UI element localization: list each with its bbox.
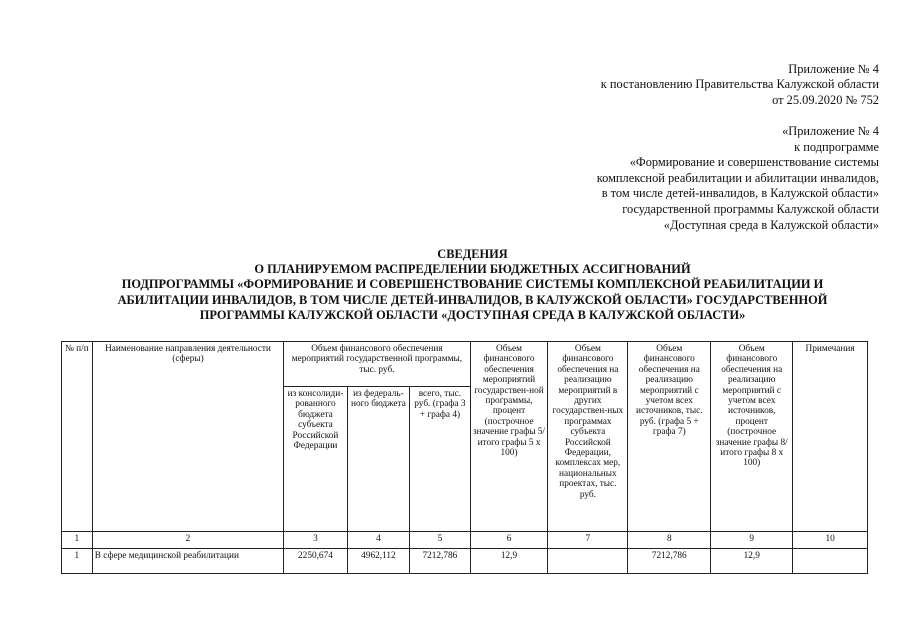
header-percent: Объем финансового обеспечения мероприятий государствен-ной программы, процент (построчное значение графы 5/итого графы 5 x 100) (470, 342, 548, 532)
appendix-line: в том числе детей-инвалидов, в Калужской области» (601, 186, 879, 201)
title-line: АБИЛИТАЦИИ ИНВАЛИДОВ, В ТОМ ЧИСЛЕ ДЕТЕЙ-ИНВАЛИДОВ, В КАЛУЖСКОЙ ОБЛАСТИ» ГОСУДАРСТВЕННОЙ (117, 292, 828, 307)
table-cell: 1 (62, 549, 93, 574)
appendix-line: «Приложение № 4 (782, 124, 879, 138)
column-number: 3 (284, 532, 347, 549)
column-number: 2 (92, 532, 284, 549)
title-line: СВЕДЕНИЯ (437, 247, 508, 261)
table-cell: 12,9 (470, 549, 548, 574)
appendix-line: государственной программы Калужской области (622, 201, 879, 216)
appendix-line: комплексной реабилитации и абилитации инвалидов, (596, 170, 879, 185)
subprogram-appendix-block (459, 124, 879, 233)
column-number-row (62, 532, 868, 549)
header-notes: Примечания (793, 342, 868, 532)
appendix-line: от 25.09.2020 № 752 (772, 92, 879, 107)
column-number: 1 (62, 532, 93, 549)
column-number: 8 (628, 532, 711, 549)
title-line: О ПЛАНИРУЕМОМ РАСПРЕДЕЛЕНИИ БЮДЖЕТНЫХ АССИГНОВАНИЙ (254, 262, 691, 277)
header-name: Наименование направления деятельности (сферы) (92, 342, 284, 532)
table-cell: 7212,786 (410, 549, 470, 574)
header-financing: Объем финансового обеспечения мероприятий государственной программы, тыс. руб. (284, 342, 470, 387)
header-other-programs: Объем финансового обеспечения на реализацию мероприятий в других государствен-ных программах субъекта Российской Федерации, комплексах мер, национальных проектах, тыс. руб. (548, 342, 628, 532)
header-total: всего, тыс. руб. (графа 3 + графа 4) (410, 387, 470, 532)
column-number: 6 (470, 532, 548, 549)
title-line: ПРОГРАММЫ КАЛУЖСКОЙ ОБЛАСТИ «ДОСТУПНАЯ СРЕДА В КАЛУЖСКОЙ ОБЛАСТИ» (199, 307, 746, 322)
header-all-sources-percent: Объем финансового обеспечения на реализацию мероприятий с учетом всех источников, процент (построчное значение графы 8/итого графы 8 x 100) (711, 342, 793, 532)
table-cell (548, 549, 628, 574)
column-number: 10 (793, 532, 868, 549)
appendix-line: Приложение № 4 (788, 62, 879, 76)
table-row (62, 549, 868, 574)
table-cell (793, 549, 868, 574)
table-cell: В сфере медицинской реабилитации (92, 549, 284, 574)
table-cell: 12,9 (711, 549, 793, 574)
table-cell: 7212,786 (628, 549, 711, 574)
column-number: 5 (410, 532, 470, 549)
appendix-block (459, 62, 879, 108)
budget-table (61, 341, 868, 574)
appendix-line: «Доступная среда в Калужской области» (663, 217, 879, 232)
table-cell: 4962,112 (347, 549, 409, 574)
appendix-line: к постановлению Правительства Калужской области (600, 77, 879, 92)
header-all-sources: Объем финансового обеспечения на реализацию мероприятий с учетом всех источников, тыс. руб. (графа 5 + графа 7) (628, 342, 711, 532)
column-number: 7 (548, 532, 628, 549)
table-header-row (62, 342, 868, 387)
appendix-line: к подпрограмме (794, 139, 879, 154)
header-num: № п/п (62, 342, 93, 532)
title-line: ПОДПРОГРАММЫ «ФОРМИРОВАНИЕ И СОВЕРШЕНСТВОВАНИЕ СИСТЕМЫ КОМПЛЕКСНОЙ РЕАБИЛИТАЦИИ И (121, 277, 824, 292)
document-title (40, 247, 905, 323)
column-number: 9 (711, 532, 793, 549)
table-cell: 2250,674 (284, 549, 347, 574)
appendix-line: «Формирование и совершенствование системы (629, 155, 879, 170)
header-federal: из федераль-ного бюджета (347, 387, 409, 532)
column-number: 4 (347, 532, 409, 549)
header-consolidated: из консолиди-рованного бюджета субъекта Российской Федерации (284, 387, 347, 532)
